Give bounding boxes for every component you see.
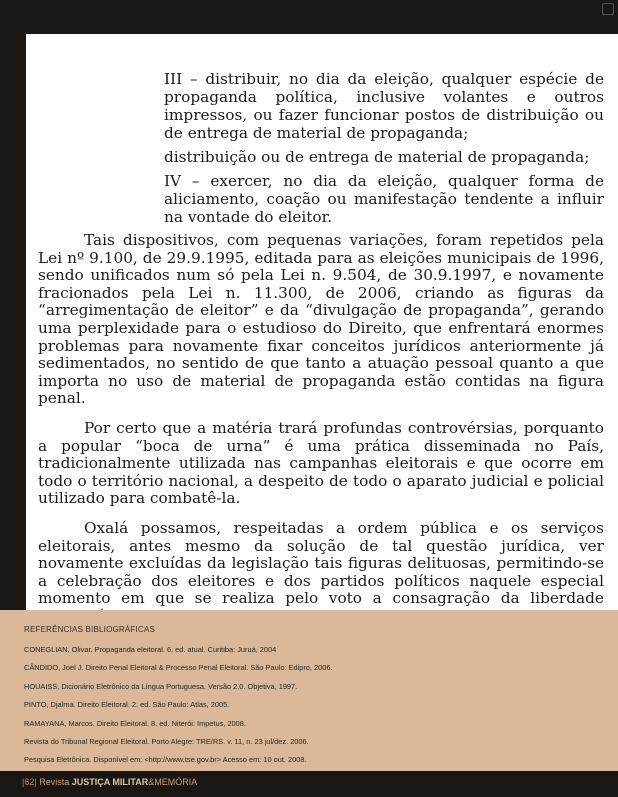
page-number-bracket: |: [22, 777, 25, 787]
paragraph-conclusion: Oxalá possamos, respeitadas a ordem pública e os serviços eleitorais, antes mesmo da solução de tal questão jurídica, ver novamente excluídas da legislação tais figuras delituosas, permitindo-se a celebração dos eleitores e dos partidos políticos naquele especial momento em que se realiza pelo voto a consagração da liberdade: [38, 518, 604, 608]
reference-item: CÂNDIDO, Joel J. Direito Penal Eleitoral & Processo Penal Eleitoral. São Paulo: Edipro, 2006.: [24, 663, 333, 673]
quote-item-repeat: distribuição ou de entrega de material de propaganda;: [164, 148, 590, 166]
paragraph-controversy: Por certo que a matéria trará profundas controvérsias, porquanto a popular “boca de urna” é uma prática disseminada no País, tradicionalmente utilizada nas campanhas eleitorais e que ocorre em todo o território nacional, a despeito de todo o aparato judicial e policial utilizado para combatê-la.: [38, 418, 604, 508]
magazine-suffix: MEMÓRIA: [154, 777, 198, 787]
reference-item: Revista do Tribunal Regional Eleitoral. Porto Alegre: TRE/RS. v. 11, n. 23 jul/dez. 2006.: [24, 736, 309, 746]
article-body: [38, 232, 604, 625]
footer-line: [22, 777, 197, 787]
magazine-title: JUSTIÇA MILITAR: [71, 777, 149, 787]
page-footer: [0, 771, 618, 797]
page-number-bracket: |: [34, 777, 37, 787]
references-heading: REFERÊNCIAS BIBLIOGRÁFICAS: [24, 625, 156, 634]
reference-item: PINTO, Djalma. Direito Eleitoral. 2. ed. São Paulo: Atlas, 2005.: [24, 700, 230, 710]
paragraph-legislation: Tais dispositivos, com pequenas variações, foram repetidos pela Lei nº 9.100, de 29.9.1995, editada para as eleições municipais de 1996, sendo unificados num só pela Lei n. 9.504, de 30.9.1997, e novamente fracionados pela Lei n. 11.300, de 2006, criando as figuras da “arregimentação de eleitor” e da “divulgação de propaganda”, gerando uma perplexidade para o estudioso do Direito, que enfrentará enormes problemas para novamente fixar conceitos jurídicos anteriormente já sedimentados, no sentido de que tanto a atuação pessoal quanto a que importa no uso de material de propaganda estão contidas na figura penal.: [38, 231, 604, 408]
references-section: [0, 610, 618, 771]
magazine-prefix: Revista: [39, 777, 70, 787]
quote-item-iv: IV – exercer, no dia da eleição, qualquer forma de aliciamento, coação ou manifestação tendente a influir na vontade do eleitor.: [164, 172, 604, 226]
reference-item: HOUAISS, Dicionário Eletrônico da Língua Portuguesa. Versão 2.0. Objetiva, 1997.: [24, 681, 298, 691]
article-content: [38, 70, 604, 637]
reference-item: CONEGLIAN, Olivar. Propaganda eleitoral. 6. ed. atual. Curitiba: Juruá, 2004: [24, 645, 277, 654]
left-frame-bar: [0, 0, 26, 610]
reference-item: Pesquisa Eletrônica. Disponível em: <http://www.tse.gov.br> Acesso em: 10 out. 2008.: [24, 755, 307, 765]
quote-item-iii: III – distribuir, no dia da eleição, qualquer espécie de propaganda política, inclusive volantes e outros impressos, ou fazer funcionar postos de distribuição ou de entrega de material de propaganda;: [164, 70, 604, 142]
legal-quote-block: [164, 70, 604, 226]
top-frame-bar: [0, 0, 618, 34]
reference-item: RAMAYANA, Marcos. Direito Eleitoral. 8. ed. Niterói: Impetus, 2008.: [24, 718, 246, 728]
magazine-ampersand: &: [148, 777, 155, 787]
corner-box-icon: [602, 3, 614, 15]
page-number: 62: [24, 777, 35, 787]
